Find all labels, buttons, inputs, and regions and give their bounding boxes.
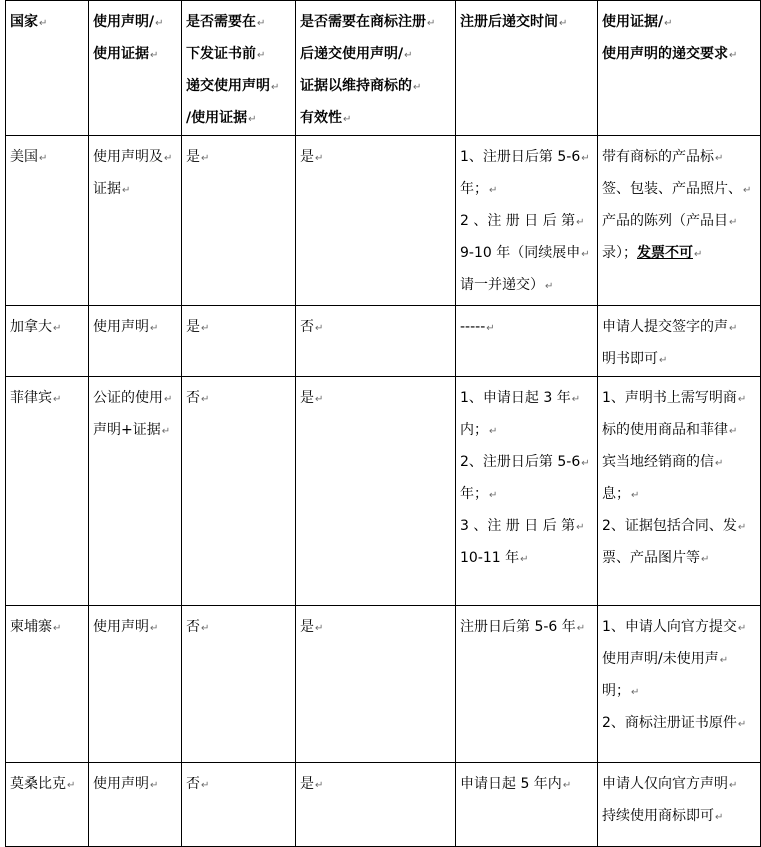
header-submission-requirements bbox=[598, 1, 761, 136]
cell-text: 是 bbox=[186, 149, 200, 165]
cell-text-line bbox=[602, 708, 757, 740]
cell-text: 是否需要在 bbox=[186, 14, 256, 30]
cell-text-line bbox=[460, 312, 594, 344]
cell-text: 使用声明/ bbox=[93, 14, 155, 30]
cell-text: 注册后递交时间 bbox=[460, 14, 558, 30]
paragraph-mark-icon: ↵ bbox=[559, 18, 568, 29]
cell-country bbox=[6, 377, 89, 606]
paragraph-mark-icon: ↵ bbox=[545, 281, 554, 292]
paragraph-mark-icon: ↵ bbox=[581, 153, 590, 164]
header-before-certificate bbox=[182, 1, 296, 136]
table-row bbox=[6, 606, 761, 763]
cell-text-line bbox=[602, 39, 757, 71]
cell-text-line bbox=[300, 312, 452, 344]
paragraph-mark-icon: ↵ bbox=[729, 323, 738, 334]
cell-text-line bbox=[93, 415, 178, 447]
cell-text: 10-11 年 bbox=[460, 550, 520, 566]
paragraph-mark-icon: ↵ bbox=[701, 554, 710, 565]
paragraph-mark-icon: ↵ bbox=[315, 153, 324, 164]
paragraph-mark-icon: ↵ bbox=[201, 323, 210, 334]
paragraph-mark-icon: ↵ bbox=[729, 217, 738, 228]
paragraph-mark-icon: ↵ bbox=[150, 623, 159, 634]
paragraph-mark-icon: ↵ bbox=[729, 50, 738, 61]
cell-text-line bbox=[10, 312, 85, 344]
paragraph-mark-icon: ↵ bbox=[201, 623, 210, 634]
cell-text-line bbox=[602, 238, 757, 270]
paragraph-mark-icon: ↵ bbox=[719, 655, 729, 666]
cell-text: 年； bbox=[460, 486, 488, 502]
cell-text-line bbox=[10, 769, 85, 801]
cell-text: 申请日起 5 年内 bbox=[460, 776, 562, 792]
cell-text: 否 bbox=[186, 390, 200, 406]
cell-text: 带有商标的产品标 bbox=[602, 149, 714, 165]
paragraph-mark-icon: ↵ bbox=[664, 18, 673, 29]
cell-text: 后递交使用声明/ bbox=[300, 46, 404, 62]
cell-submission-requirements bbox=[598, 306, 761, 377]
cell-country bbox=[6, 606, 89, 763]
cell-country bbox=[6, 306, 89, 377]
paragraph-mark-icon: ↵ bbox=[53, 623, 62, 634]
header-after-registration bbox=[296, 1, 456, 136]
cell-text: 使用声明/未使用声 bbox=[602, 651, 719, 667]
cell-text: 下发证书前 bbox=[186, 46, 256, 62]
paragraph-mark-icon: ↵ bbox=[67, 780, 76, 791]
header-declaration-evidence bbox=[89, 1, 182, 136]
cell-text: 使用声明 bbox=[93, 619, 149, 635]
cell-text: 莫桑比克 bbox=[10, 776, 66, 792]
paragraph-mark-icon: ↵ bbox=[201, 153, 210, 164]
paragraph-mark-icon: ↵ bbox=[659, 355, 668, 366]
paragraph-mark-icon: ↵ bbox=[715, 812, 724, 823]
cell-text-line bbox=[602, 344, 757, 376]
cell-country bbox=[6, 136, 89, 306]
cell-text-line bbox=[602, 676, 757, 708]
cell-text: 年； bbox=[460, 181, 488, 197]
paragraph-mark-icon: ↵ bbox=[413, 82, 422, 93]
paragraph-mark-icon: ↵ bbox=[53, 394, 62, 405]
cell-text: 是 bbox=[300, 776, 314, 792]
cell-text: 明书即可 bbox=[602, 351, 658, 367]
cell-after-registration bbox=[296, 306, 456, 377]
cell-text-line bbox=[460, 174, 594, 206]
cell-text-line bbox=[602, 383, 757, 415]
cell-text-line bbox=[602, 801, 757, 833]
cell-text: 注册日后第 5-6 年 bbox=[460, 619, 576, 635]
cell-text-line bbox=[460, 206, 594, 238]
paragraph-mark-icon: ↵ bbox=[39, 153, 48, 164]
cell-text-line bbox=[186, 312, 292, 344]
cell-text-line bbox=[93, 39, 178, 71]
cell-submission-requirements bbox=[598, 377, 761, 606]
cell-text-line bbox=[460, 479, 594, 511]
cell-text: 是否需要在商标注册 bbox=[300, 14, 426, 30]
cell-text: 2、商标注册证书原件 bbox=[602, 715, 737, 731]
paragraph-mark-icon: ↵ bbox=[150, 50, 159, 61]
cell-text-line bbox=[93, 312, 178, 344]
paragraph-mark-icon: ↵ bbox=[729, 426, 738, 437]
cell-text-line bbox=[460, 447, 594, 479]
cell-text-line bbox=[93, 142, 178, 174]
cell-text-line bbox=[460, 270, 594, 302]
paragraph-mark-icon: ↵ bbox=[581, 249, 590, 260]
cell-before-certificate bbox=[182, 377, 296, 606]
cell-text-line bbox=[602, 511, 757, 543]
cell-text: 否 bbox=[186, 619, 200, 635]
cell-text: 使用声明及 bbox=[93, 149, 163, 165]
cell-text-line bbox=[602, 769, 757, 801]
paragraph-mark-icon: ↵ bbox=[571, 394, 581, 405]
cell-text: 票、产品图片等 bbox=[602, 550, 700, 566]
cell-text-line bbox=[300, 769, 452, 801]
paragraph-mark-icon: ↵ bbox=[248, 114, 257, 125]
cell-text-line bbox=[602, 142, 757, 174]
cell-submission-time bbox=[456, 377, 598, 606]
cell-after-registration bbox=[296, 606, 456, 763]
paragraph-mark-icon: ↵ bbox=[155, 18, 164, 29]
cell-text-line bbox=[10, 383, 85, 415]
cell-text-line bbox=[10, 142, 85, 174]
cell-text-line bbox=[460, 415, 594, 447]
cell-text-line bbox=[93, 383, 178, 415]
cell-text: 1、申请人向官方提交 bbox=[602, 619, 737, 635]
cell-before-certificate bbox=[182, 136, 296, 306]
paragraph-mark-icon: ↵ bbox=[150, 780, 159, 791]
cell-text: 申请人提交签字的声 bbox=[602, 319, 728, 335]
cell-text-line bbox=[460, 511, 594, 543]
cell-text-line bbox=[460, 543, 594, 575]
paragraph-mark-icon: ↵ bbox=[150, 323, 159, 334]
paragraph-mark-icon: ↵ bbox=[715, 153, 724, 164]
cell-text-line bbox=[186, 769, 292, 801]
cell-text: 是 bbox=[300, 619, 314, 635]
cell-text-line bbox=[186, 383, 292, 415]
cell-text: 申请人仅向官方声明 bbox=[602, 776, 728, 792]
paragraph-mark-icon: ↵ bbox=[576, 217, 585, 228]
cell-text-line bbox=[602, 612, 757, 644]
cell-text-line bbox=[300, 71, 452, 103]
cell-before-certificate bbox=[182, 606, 296, 763]
cell-text: 1、声明书上需写明商 bbox=[602, 390, 737, 406]
cell-text-line bbox=[300, 383, 452, 415]
table-row bbox=[6, 136, 761, 306]
cell-text-line bbox=[300, 142, 452, 174]
cell-text-line bbox=[186, 7, 292, 39]
cell-text-line bbox=[460, 7, 594, 39]
cell-text-line bbox=[186, 39, 292, 71]
cell-text-line bbox=[186, 71, 292, 103]
cell-declaration-evidence bbox=[89, 377, 182, 606]
cell-text: 菲律宾 bbox=[10, 390, 52, 406]
cell-text-line bbox=[602, 543, 757, 575]
cell-text: 否 bbox=[186, 776, 200, 792]
cell-text-line bbox=[300, 103, 452, 135]
cell-text: 使用证据 bbox=[93, 46, 149, 62]
emphasis-text: 发票不可 bbox=[637, 245, 693, 261]
cell-text: 明； bbox=[602, 683, 630, 699]
cell-text-line bbox=[460, 142, 594, 174]
cell-before-certificate bbox=[182, 306, 296, 377]
paragraph-mark-icon: ↵ bbox=[737, 719, 747, 730]
cell-text: 1、注册日后第 5-6 bbox=[460, 149, 581, 165]
paragraph-mark-icon: ↵ bbox=[161, 426, 171, 437]
paragraph-mark-icon: ↵ bbox=[694, 249, 703, 260]
cell-text: 使用声明 bbox=[93, 776, 149, 792]
paragraph-mark-icon: ↵ bbox=[201, 780, 210, 791]
cell-text: 录）； bbox=[602, 245, 637, 261]
cell-text-line bbox=[300, 7, 452, 39]
cell-declaration-evidence bbox=[89, 606, 182, 763]
cell-text-line bbox=[300, 39, 452, 71]
cell-text-line bbox=[93, 174, 178, 206]
cell-text-line bbox=[186, 612, 292, 644]
paragraph-mark-icon: ↵ bbox=[562, 780, 572, 791]
paragraph-mark-icon: ↵ bbox=[737, 623, 747, 634]
cell-text-line bbox=[602, 644, 757, 676]
cell-submission-time bbox=[456, 306, 598, 377]
cell-text: 内； bbox=[460, 422, 488, 438]
cell-text: 有效性 bbox=[300, 110, 342, 126]
cell-text: 国家 bbox=[10, 14, 38, 30]
paragraph-mark-icon: ↵ bbox=[257, 18, 266, 29]
paragraph-mark-icon: ↵ bbox=[315, 623, 324, 634]
paragraph-mark-icon: ↵ bbox=[581, 458, 590, 469]
paragraph-mark-icon: ↵ bbox=[122, 185, 131, 196]
cell-text: 否 bbox=[300, 319, 314, 335]
cell-text: 9-10 年（同续展申 bbox=[460, 245, 581, 261]
cell-text: 3 、注 册 日 后 第 bbox=[460, 518, 576, 534]
cell-text-line bbox=[460, 383, 594, 415]
paragraph-mark-icon: ↵ bbox=[729, 780, 738, 791]
cell-after-registration bbox=[296, 377, 456, 606]
cell-text: 柬埔寨 bbox=[10, 619, 52, 635]
cell-text: 签、包装、产品照片、 bbox=[602, 181, 742, 197]
paragraph-mark-icon: ↵ bbox=[315, 394, 324, 405]
trademark-use-table bbox=[5, 0, 761, 847]
cell-text-line bbox=[186, 103, 292, 135]
paragraph-mark-icon: ↵ bbox=[715, 458, 724, 469]
cell-text-line bbox=[186, 142, 292, 174]
paragraph-mark-icon: ↵ bbox=[201, 394, 210, 405]
paragraph-mark-icon: ↵ bbox=[489, 426, 498, 437]
cell-text: 宾当地经销商的信 bbox=[602, 454, 714, 470]
cell-text: 产品的陈列（产品目 bbox=[602, 213, 728, 229]
cell-text-line bbox=[300, 612, 452, 644]
cell-after-registration bbox=[296, 136, 456, 306]
cell-declaration-evidence bbox=[89, 306, 182, 377]
paragraph-mark-icon: ↵ bbox=[520, 554, 529, 565]
cell-text-line bbox=[602, 479, 757, 511]
paragraph-mark-icon: ↵ bbox=[164, 153, 173, 164]
cell-submission-time bbox=[456, 136, 598, 306]
cell-text: 请一并递交） bbox=[460, 277, 544, 293]
cell-text: 使用声明 bbox=[93, 319, 149, 335]
cell-declaration-evidence bbox=[89, 136, 182, 306]
cell-text: 是 bbox=[300, 390, 314, 406]
paragraph-mark-icon: ↵ bbox=[486, 323, 495, 334]
cell-text-line bbox=[602, 174, 757, 206]
cell-submission-requirements bbox=[598, 136, 761, 306]
cell-text-line bbox=[460, 238, 594, 270]
paragraph-mark-icon: ↵ bbox=[427, 18, 436, 29]
cell-text-line bbox=[93, 769, 178, 801]
cell-text: 公证的使用 bbox=[93, 390, 163, 406]
cell-text-line bbox=[460, 769, 594, 801]
paragraph-mark-icon: ↵ bbox=[53, 323, 62, 334]
cell-text-line bbox=[602, 415, 757, 447]
cell-text: 2 、注 册 日 后 第 bbox=[460, 213, 576, 229]
paragraph-mark-icon: ↵ bbox=[271, 82, 280, 93]
cell-text: 2、证据包括合同、发 bbox=[602, 518, 737, 534]
paragraph-mark-icon: ↵ bbox=[315, 323, 324, 334]
cell-text: 持续使用商标即可 bbox=[602, 808, 714, 824]
header-row bbox=[6, 1, 761, 136]
cell-text: 是 bbox=[186, 319, 200, 335]
cell-text: 证据 bbox=[93, 181, 121, 197]
paragraph-mark-icon: ↵ bbox=[404, 50, 413, 61]
paragraph-mark-icon: ↵ bbox=[489, 490, 498, 501]
cell-text-line bbox=[10, 612, 85, 644]
cell-text-line bbox=[93, 7, 178, 39]
paragraph-mark-icon: ↵ bbox=[164, 394, 173, 405]
paragraph-mark-icon: ↵ bbox=[343, 114, 352, 125]
cell-text: 标的使用商品和菲律 bbox=[602, 422, 728, 438]
paragraph-mark-icon: ↵ bbox=[257, 50, 266, 61]
cell-text: /使用证据 bbox=[186, 110, 248, 126]
paragraph-mark-icon: ↵ bbox=[743, 185, 752, 196]
table-row bbox=[6, 377, 761, 606]
header-submission-time bbox=[456, 1, 598, 136]
cell-text-line bbox=[10, 7, 85, 39]
cell-text: 证据以维持商标的 bbox=[300, 78, 412, 94]
cell-text-line bbox=[460, 612, 594, 644]
cell-text: 是 bbox=[300, 149, 314, 165]
cell-submission-time bbox=[456, 606, 598, 763]
cell-text: 息； bbox=[602, 486, 630, 502]
cell-submission-requirements bbox=[598, 606, 761, 763]
cell-text-line bbox=[602, 206, 757, 238]
paragraph-mark-icon: ↵ bbox=[631, 490, 640, 501]
cell-text: 1、申请日起 3 年 bbox=[460, 390, 571, 406]
paragraph-mark-icon: ↵ bbox=[576, 522, 585, 533]
cell-text-line bbox=[93, 612, 178, 644]
paragraph-mark-icon: ↵ bbox=[315, 780, 324, 791]
table-row bbox=[6, 306, 761, 377]
cell-text-line bbox=[602, 447, 757, 479]
cell-text: 加拿大 bbox=[10, 319, 52, 335]
cell-text: 美国 bbox=[10, 149, 38, 165]
cell-text: 2、注册日后第 5-6 bbox=[460, 454, 581, 470]
cell-text: ----- bbox=[460, 319, 486, 335]
cell-text: 递交使用声明 bbox=[186, 78, 270, 94]
paragraph-mark-icon: ↵ bbox=[737, 522, 747, 533]
paragraph-mark-icon: ↵ bbox=[576, 623, 586, 634]
header-country bbox=[6, 1, 89, 136]
cell-text: 使用声明的递交要求 bbox=[602, 46, 728, 62]
paragraph-mark-icon: ↵ bbox=[631, 687, 640, 698]
paragraph-mark-icon: ↵ bbox=[489, 185, 498, 196]
cell-text: 声明+证据 bbox=[93, 422, 161, 438]
cell-text: 使用证据/ bbox=[602, 14, 664, 30]
cell-text-line bbox=[602, 7, 757, 39]
paragraph-mark-icon: ↵ bbox=[737, 394, 747, 405]
paragraph-mark-icon: ↵ bbox=[39, 18, 48, 29]
cell-text-line bbox=[602, 312, 757, 344]
